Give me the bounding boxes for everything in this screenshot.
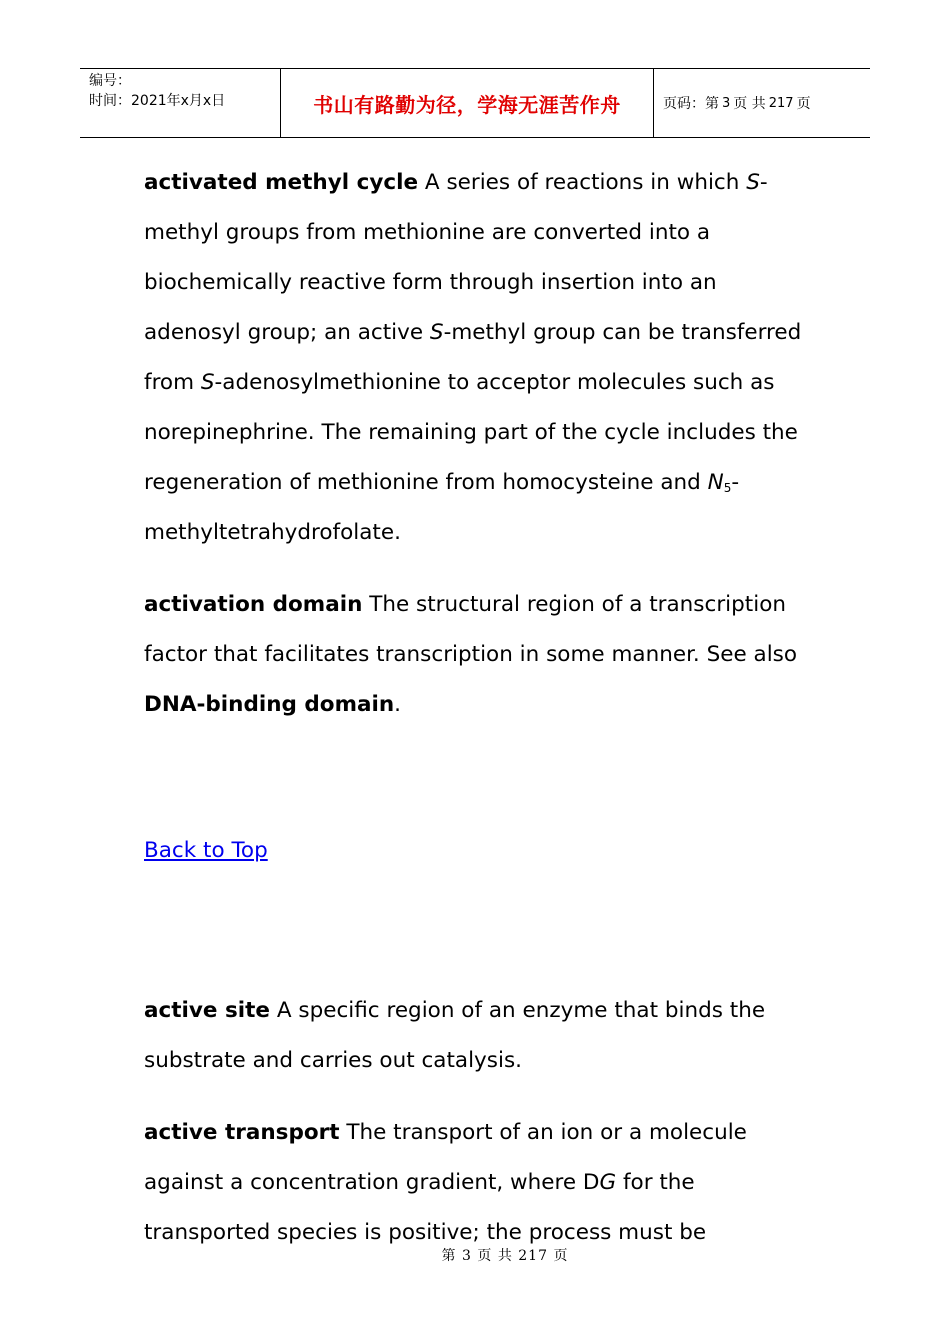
page-mid: 页 共 [733, 96, 766, 112]
footer-total: 217 [518, 1248, 548, 1264]
header-page-info [654, 69, 870, 137]
footer-d: 页 [553, 1248, 569, 1264]
entry-term: activated methyl cycle [144, 170, 419, 195]
number-label: 编号： [89, 73, 131, 89]
entry-text: - methyltetrahydrofolate. [144, 470, 740, 545]
footer-a: 第 [441, 1248, 457, 1264]
entry-text: A series of reactions in which [418, 170, 747, 195]
entry-italic: N [707, 470, 724, 495]
entry-italic: S [746, 170, 760, 195]
entry-text: -adenosylmethionine to acceptor molecules such as norepinephrine. The remaining part of the cycle includes the regeneration of methionine from homocysteine and [144, 370, 798, 495]
page-total: 217 [768, 95, 794, 111]
entry-see-also-term: DNA-binding domain [144, 692, 395, 717]
spacer [144, 876, 804, 986]
entry-term: activation domain [144, 592, 363, 617]
glossary-content [144, 158, 804, 1280]
glossary-entry-activation-domain [144, 580, 804, 730]
footer-b: 页 [477, 1248, 493, 1264]
footer-c: 共 [497, 1248, 513, 1264]
page-prefix: 页码：第 [663, 96, 719, 112]
back-to-top-link[interactable]: Back to Top [144, 838, 268, 863]
entry-text: for the transported species is positive; the process must be [144, 1170, 707, 1245]
page-suffix: 页 [796, 96, 811, 112]
header-meta [80, 69, 281, 137]
entry-text: -methyl groups from methionine are converted into a biochemically reactive form through insertion into an adenosyl group; an active [144, 170, 768, 345]
entry-text: -methyl group can be transferred from [144, 320, 802, 395]
page-number: 3 [722, 95, 731, 111]
entry-term: active site [144, 998, 271, 1023]
entry-text: The structural region of a transcription factor that facilitates transcription in some manner. See also [144, 592, 798, 667]
glossary-entry-activated-methyl-cycle [144, 158, 804, 558]
entry-italic: S [200, 370, 215, 395]
header-motto: 书山有路勤为径，学海无涯苦作舟 [281, 69, 654, 137]
entry-italic: S [429, 320, 444, 345]
glossary-entry-active-transport [144, 1108, 804, 1258]
entry-text: . [394, 692, 402, 717]
footer-page-number: 3 [461, 1248, 472, 1264]
page-header [80, 68, 870, 138]
entry-term: active transport [144, 1120, 340, 1145]
page-footer [0, 1245, 950, 1265]
glossary-entry-active-site [144, 986, 804, 1086]
entry-subscript: 5 [723, 481, 732, 495]
entry-text: The transport of an ion or a molecule against a concentration gradient, where D [144, 1120, 747, 1195]
entry-italic: G [599, 1170, 617, 1195]
entry-text: A specific region of an enzyme that binds the substrate and carries out catalysis. [144, 998, 766, 1073]
time-label: 时间：2021年x月x日 [89, 93, 226, 109]
